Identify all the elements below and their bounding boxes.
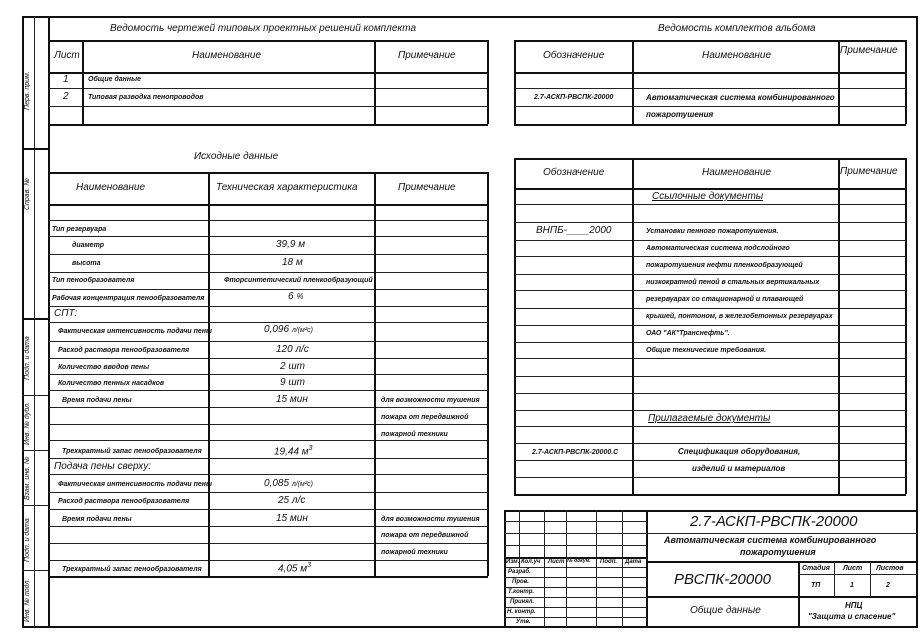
stamp-col: Лист [548,559,565,565]
stamp-org: НПЦ [845,601,863,610]
stamp-col: Кол.уч [521,559,541,565]
stamp-product: РВСПК-20000 [674,571,771,588]
header-spec: Техническая характеристика [216,182,358,193]
spec-name: изделий и материалов [692,464,786,473]
row-reserve2-value [278,562,311,574]
strip-label: Инв. № подл. [24,578,31,622]
stamp-col: Подп. [600,559,618,565]
row-nozzles-value: 9 шт [280,377,305,388]
stamp-role: Пров. [512,579,529,585]
stamp-col: Дата [625,559,642,565]
row-conc-value [288,292,303,302]
ref-line: пожаротушения нефти пленкообразующей [646,262,803,269]
header-note: Примечание [398,182,456,193]
strip-label: Инв. № дубл. [24,401,31,445]
vnpb-code: ВНПБ-____2000 [536,225,612,236]
table-row-sheet: 2 [63,91,69,102]
row-conc-label: Рабочая концентрация пенообразователя [52,295,205,302]
row-flow1-value: 120 л/с [276,344,309,355]
row-note1: для возможности тушения [381,397,480,404]
row-int1-label: Фактическая интенсивность подачи пены [58,328,213,335]
stamp-title: Автоматическая система комбинированного [664,535,877,545]
row-diameter-label: диаметр [72,242,105,249]
album-row-name: пожаротушения [646,110,714,119]
row-time2-label: Время подачи пены [62,516,132,523]
attached-docs-title: Прилагаемые документы [648,413,771,424]
ref-line: резервуарах со стационарной и плавающей [646,296,804,303]
spec-name: Спецификация оборудования, [678,447,801,456]
row-top: Подача пены сверху: [54,461,152,472]
ref-line: Общие технические требования. [646,347,767,354]
table-row-name: Типовая разводка пенопроводов [88,94,204,101]
table-row-sheet: 1 [63,74,69,85]
stamp-stage-label: Стадия [802,565,830,572]
conc-number: 6 [288,291,294,302]
left-strip-inner-border [34,16,35,628]
stamp-role: Т.контр. [508,589,535,595]
stamp-role: Разраб. [508,569,531,575]
header-name: Наименование [76,182,146,193]
row-int2-value [264,479,313,489]
header-note: Примечание [840,166,898,177]
row-height-value: 18 м [282,257,303,268]
strip-divider [22,395,48,396]
header-name: Наименование [702,50,772,61]
row-height-label: высота [72,260,101,267]
row-inputs-value: 2 шт [280,361,305,372]
drawings-table-title: Ведомость чертежей типовых проектных решений комплекта [110,23,417,34]
spec-code: 2.7-АСКП-РВСПК-20000.С [532,449,619,456]
row-reserve1-label: Трехкратный запас пенообразователя [62,448,202,455]
row-tank: Тип резервуара [52,226,107,233]
header-note: Примечание [398,50,456,61]
stamp-stage: ТП [811,582,821,589]
row-note1: пожара от передвижной [381,414,469,421]
strip-divider [22,148,48,150]
table-row-name: Общие данные [88,76,141,83]
stamp-role: Утв. [516,619,531,625]
album-row-name: Автоматическая система комбинированного [646,93,835,102]
row-foam-type-value: Фторсинтетический пленкообразующий [224,277,373,284]
stamp-title: пожаротушения [740,547,816,557]
strip-divider [22,318,48,320]
ref-line: Автоматическая система подслойного [646,245,790,252]
strip-label: Подп. и дата [24,518,31,562]
stamp-sheet: 1 [850,582,854,589]
cube-superscript: 3 [307,562,312,569]
row-flow1-label: Расход раствора пенообразователя [58,347,190,354]
row-int1-value [264,325,313,335]
source-title: Исходные данные [194,151,279,162]
header-code: Обозначение [543,50,605,61]
row-time1-value: 15 мин [276,394,308,405]
row-flow2-label: Расход раствора пенообразователя [58,498,190,505]
header-code: Обозначение [543,167,605,178]
row-inputs-label: Количество вводов пены [58,364,150,371]
row-time2-value: 15 мин [276,513,308,524]
row-flow2-value: 25 л/с [278,495,306,506]
stamp-col: № докум. [567,558,591,564]
stamp-code: 2.7-АСКП-РВСПК-20000 [690,513,858,530]
reserve2-number: 4,05 м [278,563,308,575]
stamp-col: Изм. [506,559,520,565]
row-nozzles-label: Количество пенных насадков [58,380,165,387]
strip-divider [22,570,48,571]
strip-label: Взам. инв. № [24,456,31,500]
row-note2: для возможности тушения [381,516,480,523]
stamp-sheets-label: Листов [876,565,904,572]
row-reserve1-value [274,445,313,457]
row-foam-type-label: Тип пенообразователя [52,277,135,284]
stamp-sheets: 2 [886,582,890,589]
strip-label: Справ. № [24,178,31,210]
row-diameter-value: 39,9 м [276,239,306,250]
row-int2-label: Фактическая интенсивность подачи пены [58,481,213,488]
row-note2: пожарной техники [381,549,448,556]
strip-divider [22,505,48,506]
header-name: Наименование [702,167,772,178]
strip-label: Перв. прим. [24,71,31,110]
row-note1: пожарной техники [381,431,448,438]
header-name: Наименование [192,50,262,61]
ref-line: ОАО "АК"Транснефть". [646,330,730,337]
row-spt: СПТ: [54,308,78,319]
ref-line: Установки пенного пожаротушения. [646,228,779,235]
int2-unit: л/(м²с) [291,481,313,488]
ref-line: низкократной пеной в стальных вертикальных [646,279,820,286]
header-sheet: Лист [54,50,80,61]
row-reserve2-label: Трехкратный запас пенообразователя [62,566,202,573]
int2-number: 0,085 [264,478,290,489]
stamp-sheet-name: Общие данные [690,605,761,616]
ref-line: крышей, понтоном, в железобетонных резервуарах [646,313,833,320]
strip-label: Подп. и дата [24,336,31,380]
cube-superscript: 3 [308,445,313,452]
header-note: Примечание [840,45,898,56]
stamp-sheet-label: Лист [843,565,863,572]
row-time1-label: Время подачи пены [62,397,132,404]
stamp-role: Принял. [510,599,535,605]
album-title: Ведомость комплектов альбома [658,23,816,34]
album-row-code: 2.7-АСКП-РВСПК-20000 [534,94,614,101]
conc-unit: % [296,292,304,301]
reserve1-number: 19,44 м [274,446,309,458]
stamp-role: Н. контр. [507,609,536,615]
strip-divider [22,450,48,451]
stamp-org: "Защита и спасение" [808,612,896,621]
linked-docs-title: Ссылочные документы [652,191,764,202]
row-note2: пожара от передвижной [381,532,469,539]
int1-number: 0,096 [264,324,290,335]
int1-unit: л/(м²с) [291,327,313,334]
